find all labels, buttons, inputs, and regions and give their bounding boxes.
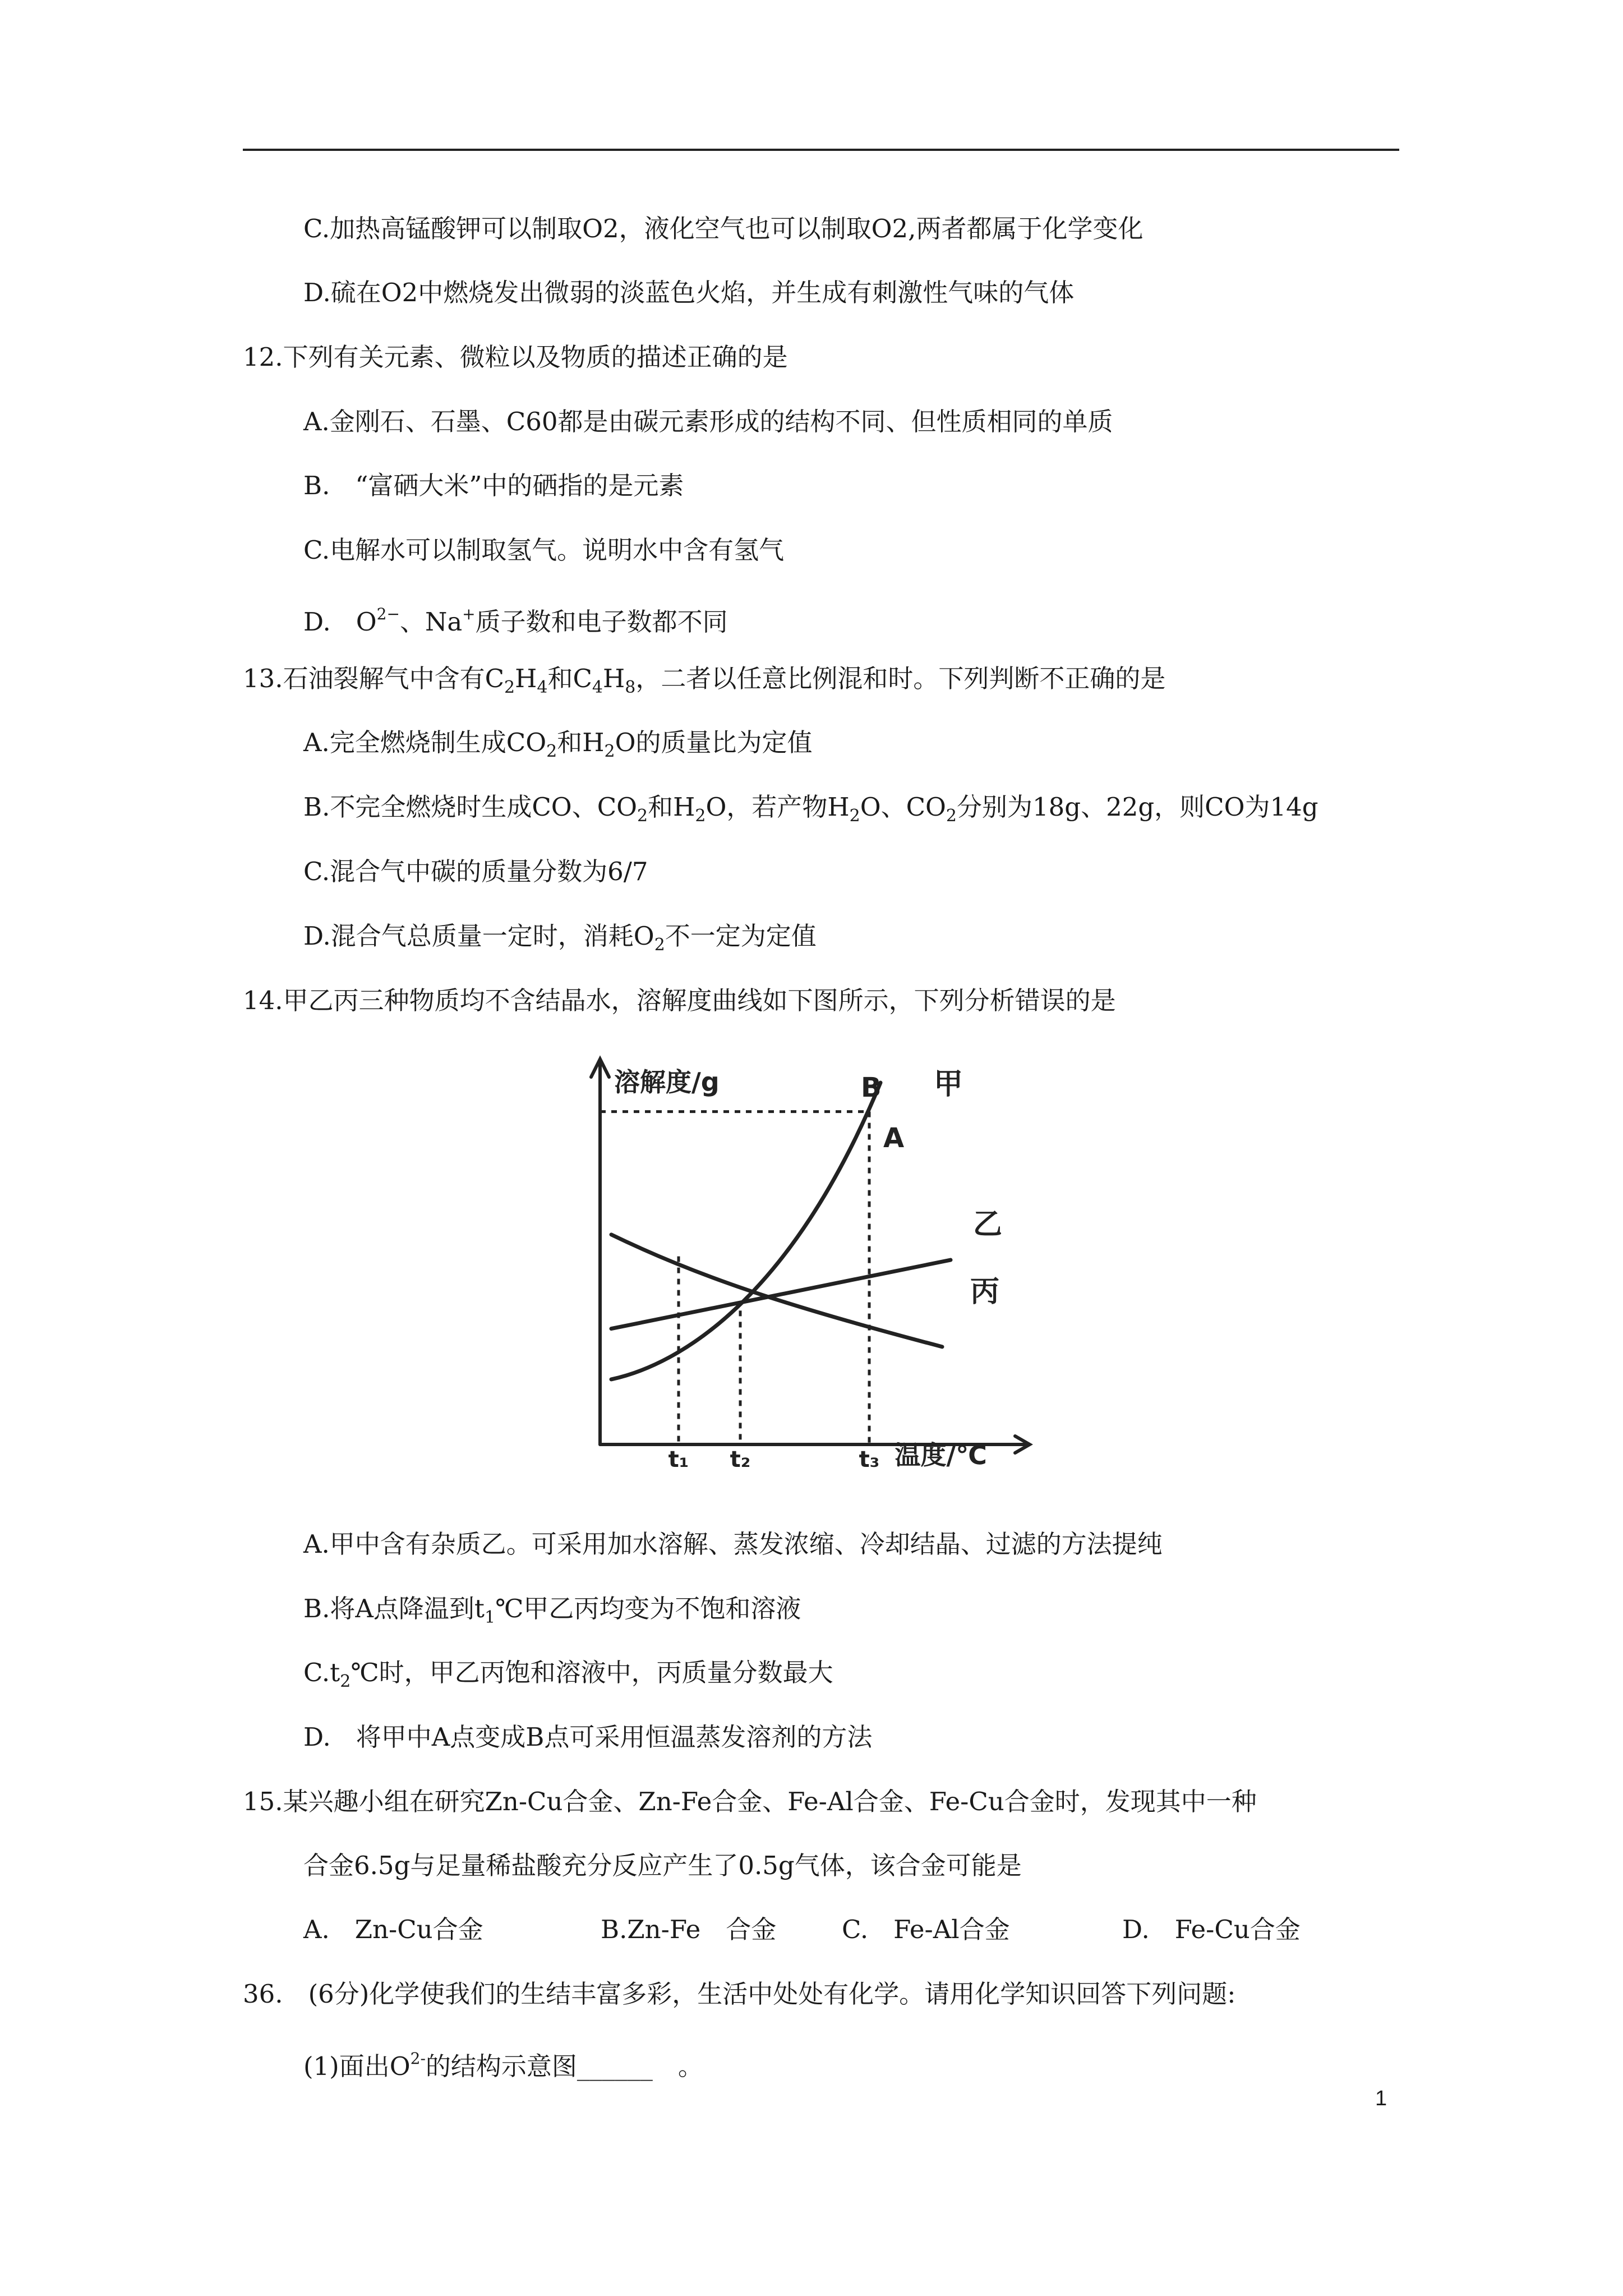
q36-p1-part: (1)面出O <box>303 2051 411 2081</box>
q36-p1-part: 的结构示意图______ 。 <box>425 2051 703 2081</box>
q13-a-part: O的质量比为定值 <box>615 728 813 757</box>
y-axis-label: 溶解度/g <box>614 1067 720 1097</box>
q13-b-sub: 2 <box>946 806 957 826</box>
header-rule <box>243 149 1399 151</box>
q14-c-part: C.t <box>303 1658 340 1687</box>
q14-b-part: B.将A点降温到t <box>303 1594 485 1623</box>
q13-stem-sub: 4 <box>537 678 548 697</box>
q13-b-sub: 2 <box>637 806 648 826</box>
q13-stem-sub: 2 <box>504 678 515 697</box>
q13-b-sub: 2 <box>849 806 860 826</box>
q14-option-c <box>303 1656 833 1699</box>
q13-stem <box>243 662 1165 705</box>
q12-d-sup2: + <box>462 605 476 623</box>
q14-stem: 14.甲乙丙三种物质均不含结晶水，溶解度曲线如下图所示，下列分析错误的是 <box>243 986 1116 1015</box>
q14-option-b <box>303 1592 801 1635</box>
q12-d-sup1: 2− <box>376 605 400 623</box>
q14-b-sub: 1 <box>484 1608 496 1627</box>
q12-option-a: A.金刚石、石墨、C60都是由碳元素形成的结构不同、但性质相同的单质 <box>303 407 1113 436</box>
q13-stem-part: ，二者以任意比例混和时。下列判断不正确的是 <box>635 664 1166 693</box>
q15-option-c: C. Fe-Al合金 <box>842 1915 1010 1944</box>
page-number: 1 <box>1375 2087 1387 2110</box>
q13-stem-sub: 8 <box>625 678 636 697</box>
q13-b-part: 和H <box>648 792 695 822</box>
q12-d-suffix: 质子数和电子数都不同 <box>475 607 728 637</box>
q13-b-part: O，若产物H <box>706 792 850 822</box>
q36-stem: 36. (6分)化学使我们的生结丰富多彩，生活中处处有化学。请用化学知识回答下列问题: <box>243 1979 1236 2009</box>
q36-p1-sup: 2- <box>410 2049 426 2068</box>
series-label-2: 乙 <box>973 1208 1003 1241</box>
q15-stem-line2: 合金6.5g与足量稀盐酸充分反应产生了0.5g气体，该合金可能是 <box>303 1851 1022 1880</box>
q13-stem-part: H <box>602 664 625 693</box>
q13-stem-part: 13.石油裂解气中含有C <box>243 664 504 693</box>
curve-yi <box>611 1260 951 1329</box>
q15-option-d: D. Fe-Cu合金 <box>1122 1915 1301 1944</box>
q13-stem-part: H <box>515 664 537 693</box>
q13-d-part: 不一定为定值 <box>665 921 817 951</box>
q13-b-part: O、CO <box>860 792 946 822</box>
q15-choices <box>303 1913 1301 1947</box>
q13-b-sub: 2 <box>695 806 706 826</box>
series-label-1: 甲 <box>934 1068 963 1101</box>
q13-option-c: C.混合气中碳的质量分数为6/7 <box>303 857 648 886</box>
q14-c-part: ℃时，甲乙丙饱和溶液中，丙质量分数最大 <box>351 1658 833 1687</box>
q13-stem-sub: 4 <box>592 678 603 697</box>
q13-a-sub: 2 <box>546 742 557 761</box>
x-tick-label: t₃ <box>859 1447 880 1473</box>
q12-d-prefix: D. O <box>303 607 377 637</box>
q11-option-c: C.加热高锰酸钾可以制取O2，液化空气也可以制取O2,两者都属于化学变化 <box>303 214 1144 243</box>
x-tick-label: t₂ <box>730 1447 751 1473</box>
q12-option-b: B. “富硒大米”中的硒指的是元素 <box>303 471 684 500</box>
q11-option-d: D.硫在O2中燃烧发出微弱的淡蓝色火焰，并生成有刺激性气味的气体 <box>303 278 1075 307</box>
q13-a-sub: 2 <box>604 742 615 761</box>
q12-stem: 12.下列有关元素、微粒以及物质的描述正确的是 <box>243 342 788 372</box>
q14-c-sub: 2 <box>340 1672 351 1691</box>
q15-option-a: A. Zn-Cu合金 <box>303 1915 483 1944</box>
q13-a-part: 和H <box>557 728 605 757</box>
q13-b-part: 分别为18g、22g，则CO为14g <box>957 792 1318 822</box>
series-label-3: 丙 <box>970 1275 1000 1309</box>
q13-d-sub: 2 <box>654 935 665 955</box>
curve-bing <box>611 1235 942 1347</box>
q13-b-part: B.不完全燃烧时生成CO、CO <box>303 792 638 822</box>
x-tick-label: t₁ <box>668 1447 689 1473</box>
q13-a-part: A.完全燃烧制生成CO <box>303 728 547 757</box>
point-label-b: B <box>861 1072 882 1103</box>
q14-b-part: ℃甲乙丙均变为不饱和溶液 <box>495 1594 801 1623</box>
point-label-a: A <box>883 1122 905 1154</box>
q12-option-d <box>303 597 728 639</box>
curve-jia <box>611 1083 880 1379</box>
q13-option-b <box>303 790 1318 833</box>
q13-option-a <box>303 726 812 769</box>
q13-d-part: D.混合气总质量一定时，消耗O <box>303 921 654 951</box>
q15-option-b: B.Zn-Fe 合金 <box>601 1915 777 1944</box>
q14-option-a: A.甲中含有杂质乙。可采用加水溶解、蒸发浓缩、冷却结晶、过滤的方法提纯 <box>303 1529 1163 1559</box>
q12-option-c: C.电解水可以制取氢气。说明水中含有氢气 <box>303 535 785 565</box>
x-axis-label: 温度/℃ <box>895 1440 987 1470</box>
q13-stem-part: 和C <box>547 664 592 693</box>
q15-stem-line1: 15.某兴趣小组在研究Zn-Cu合金、Zn-Fe合金、Fe-Al合金、Fe-Cu合金时，发现其中一种 <box>243 1787 1257 1816</box>
q12-d-mid: 、Na <box>399 607 463 637</box>
q36-part1 <box>303 2042 703 2083</box>
solubility-chart <box>555 1049 1094 1475</box>
q14-option-d: D. 将甲中A点变成B点可采用恒温蒸发溶剂的方法 <box>303 1722 873 1752</box>
q13-option-d <box>303 919 817 962</box>
